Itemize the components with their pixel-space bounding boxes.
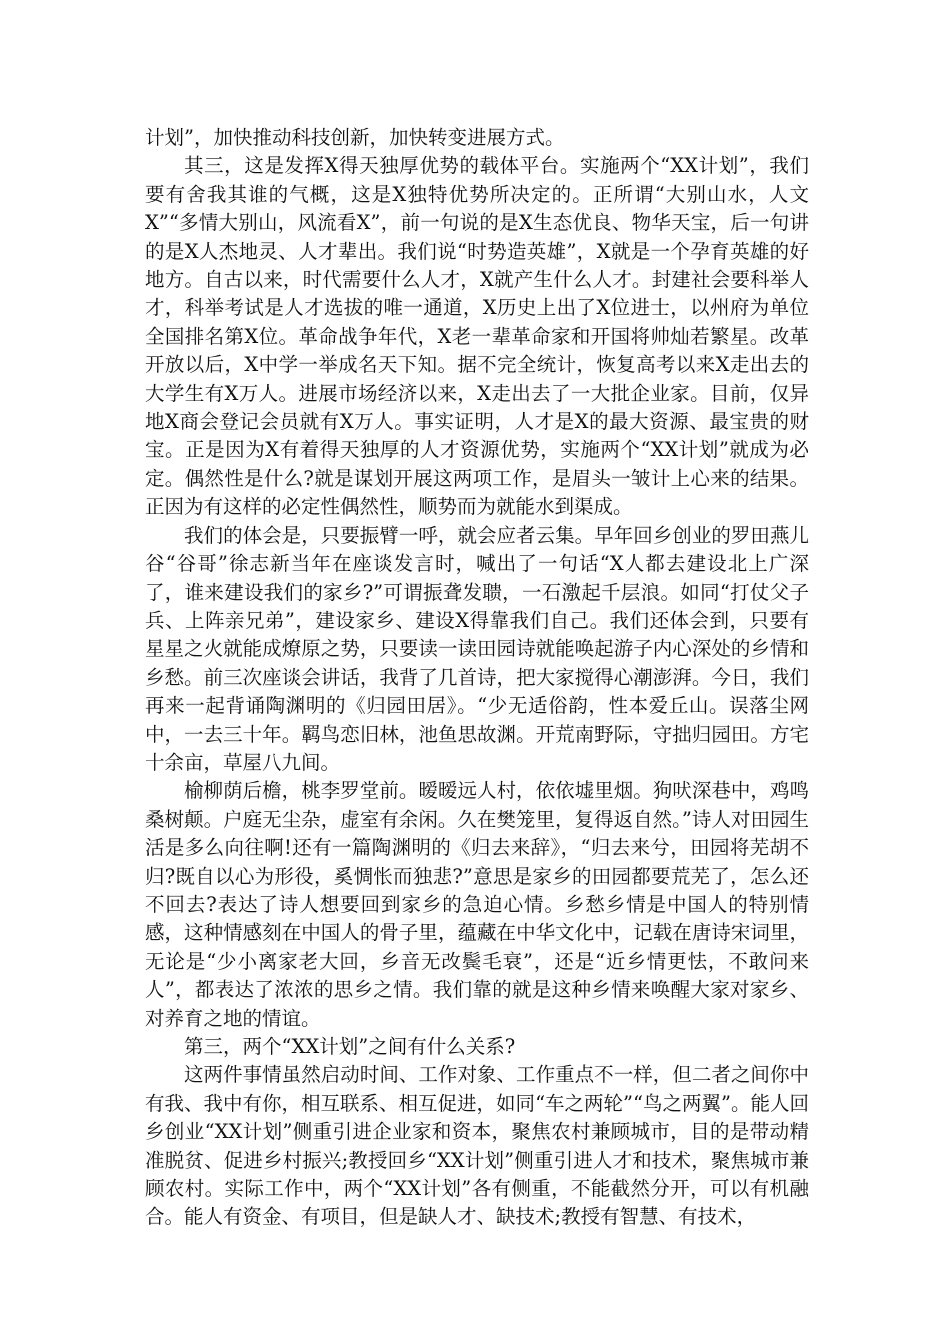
- paragraph-6: 这两件事情虽然启动时间、工作对象、工作重点不一样，但二者之间你中有我、我中有你，相互联系、相互促进，如同“车之两轮”“鸟之两翼”。能人回乡创业“XX计划”侧重引进企业家和资本，聚焦农村兼顾城市，目的是带动精准脱贫、促进乡村振兴;教授回乡“XX计划”侧重引进人才和技术，聚焦城市兼顾农村。实际工作中，两个“XX计划”各有侧重，不能截然分开，可以有机融合。能人有资金、有项目，但是缺人才、缺技术;教授有智慧、有技术，: [145, 1063, 809, 1229]
- section-heading-third: 第三，两个“XX计划”之间有什么关系?: [184, 1035, 516, 1058]
- paragraph-4: 榆柳荫后檐，桃李罗堂前。暧暧远人村，依依墟里烟。狗吠深巷中，鸡鸣桑树颠。户庭无尘杂，虚室有余闲。久在樊笼里，复得返自然。”诗人对田园生活是多么向往啊!还有一篇陶渊明的《归去来辞》，“归去来兮，田园将芜胡不归?既自以心为形役，奚惆怅而独悲?”意思是家乡的田园都要荒芜了，怎么还不回去?表达了诗人想要回到家乡的急迫心情。乡愁乡情是中国人的特别情感，这种情感刻在中国人的骨子里，蕴藏在中华文化中，记载在唐诗宋词里，无论是“少小离家老大回，乡音无改鬓毛衰”，还是“近乡情更怯，不敢问来人”，都表达了浓浓的思乡之情。我们靠的就是这种乡情来唤醒大家对家乡、对养育之地的情谊。: [145, 779, 809, 1030]
- document-page: [145, 124, 809, 1232]
- paragraph-1: 计划”，加快推动科技创新，加快转变进展方式。: [145, 126, 565, 149]
- paragraph-2: 其三，这是发挥X得天独厚优势的载体平台。实施两个“XX计划”，我们要有舍我其谁的气概，这是X独特优势所决定的。正所谓“大别山水，人文X”“多情大别山，风流看X”，前一句说的是X生态优良、物华天宝，后一句讲的是X人杰地灵、人才辈出。我们说“时势造英雄”，X就是一个孕育英雄的好地方。自古以来，时代需要什么人才，X就产生什么人才。封建社会要科举人才，科举考试是人才选拔的唯一通道，X历史上出了X位进士，以州府为单位全国排名第X位。革命战争年代，X老一辈革命家和开国将帅灿若繁星。改革开放以后，X中学一举成名天下知。据不完全统计，恢复高考以来X走出去的大学生有X万人。进展市场经济以来，X走出去了一大批企业家。目前，仅异地X商会登记会员就有X万人。事实证明，人才是X的最大资源、最宝贵的财宝。正是因为X有着得天独厚的人才资源优势，实施两个“XX计划”就成为必定。偶然性是什么?就是谋划开展这两项工作，是眉头一皱计上心来的结果。正因为有这样的必定性偶然性，顺势而为就能水到渠成。: [145, 154, 809, 519]
- paragraph-3: 我们的体会是，只要振臂一呼，就会应者云集。早年回乡创业的罗田燕儿谷“谷哥”徐志新当年在座谈发言时，喊出了一句话“X人都去建设北上广深了，谁来建设我们的家乡?”可谓振聋发聩，一石激起千层浪。如同“打仗父子兵、上阵亲兄弟”，建设家乡、建设X得靠我们自己。我们还体会到，只要有星星之火就能成燎原之势，只要读一读田园诗就能唤起游子内心深处的乡情和乡愁。前三次座谈会讲话，我背了几首诗，把大家搅得心潮澎湃。今日，我们再来一起背诵陶渊明的《归园田居》。“少无适俗韵，性本爱丘山。误落尘网中，一去三十年。羁鸟恋旧林，池鱼思故渊。开荒南野际，守拙归园田。方宅十余亩，草屋八九间。: [145, 523, 809, 774]
